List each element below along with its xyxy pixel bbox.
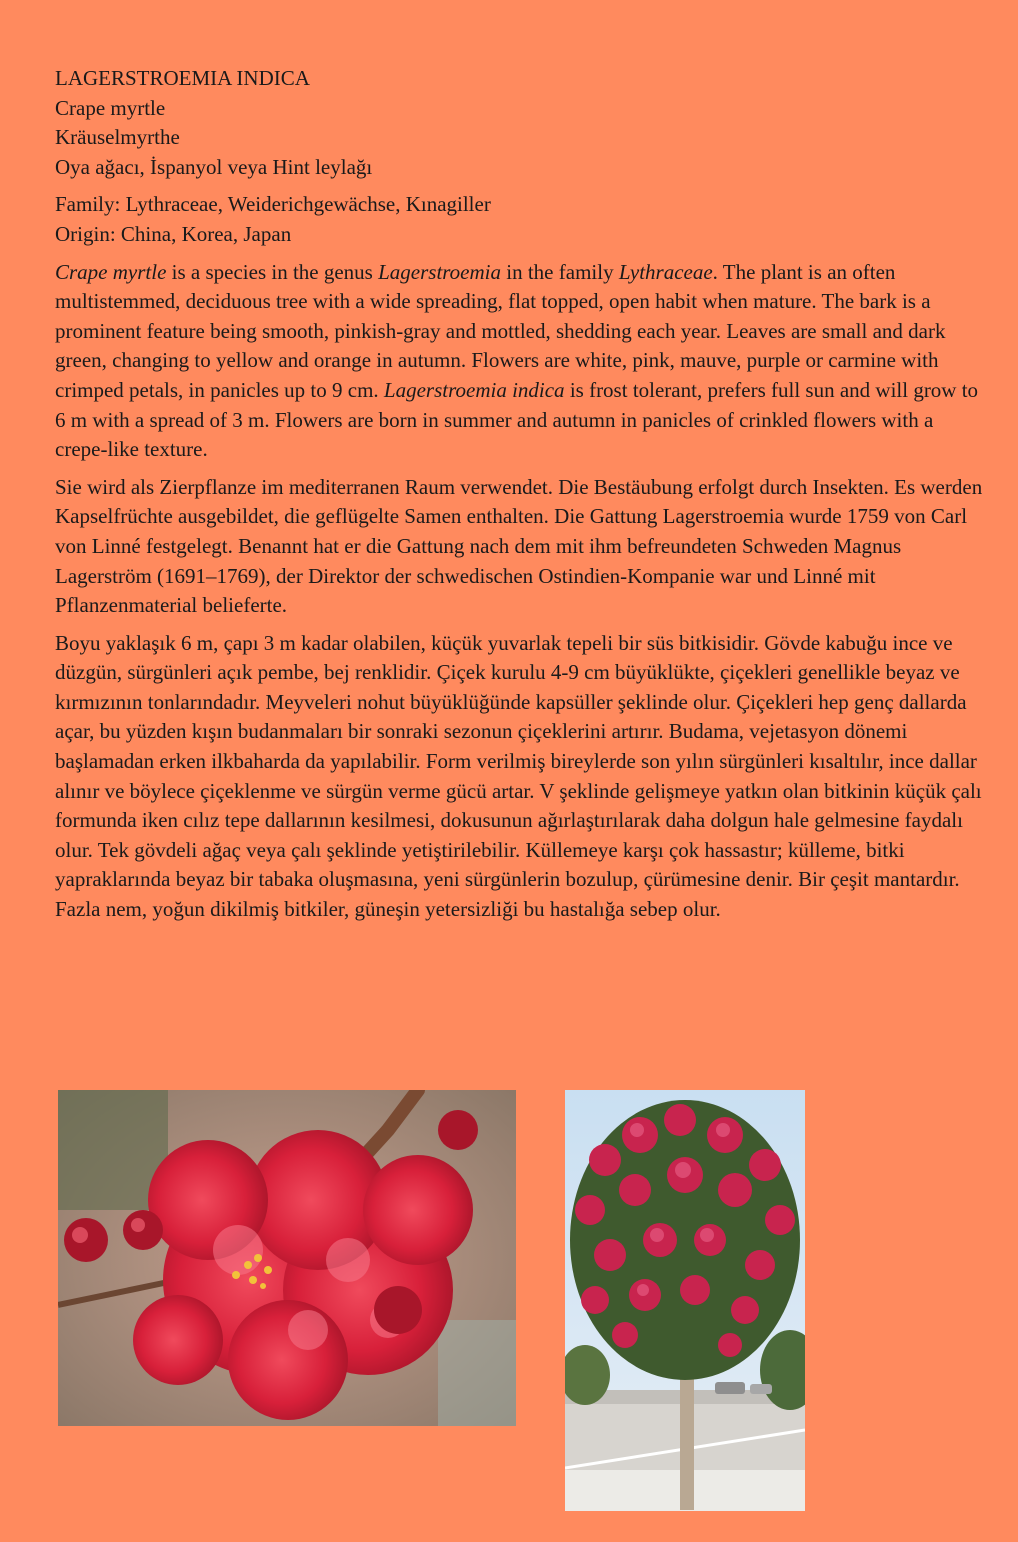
turkish-name: Oya ağacı, İspanyol veya Hint leylağı [55, 154, 373, 179]
english-name: Crape myrtle [55, 95, 166, 120]
tree-photo [565, 1090, 805, 1511]
italic-term: Lythraceae [618, 259, 713, 284]
flower-closeup-photo [58, 1090, 516, 1426]
names-block [55, 64, 990, 182]
german-name: Kräuselmyrthe [55, 125, 180, 150]
latin-name: LAGERSTROEMIA INDICA [55, 66, 310, 90]
german-paragraph: Sie wird als Zierpflanze im mediterranen Raum verwendet. Die Bestäubung erfolgt durch Insekten. Es werden Kapselfrüchte ausgebildet, die geflügelte Samen enthalten. Die Gattung Lagerstroemia wurde 1759 von Carl von Linné festgelegt. Benannt hat er die Gattung nach dem mit ihm befreundeten Schweden Magnus Lagerström (1691–1769), der Direktor der schwedischen Ostindien-Kompanie war und Linné mit Pflanzenmaterial belieferte. [55, 474, 983, 618]
paragraph-text: is frost tolerant, prefers full sun and will grow to 6 m with a spread of 3 m. Flowers are born in summer and autumn in panicles of crinkled flowers with a crepe-like texture. [55, 377, 979, 462]
meta-block [55, 190, 990, 249]
family-line: Family: Lythraceae, Weiderichgewächse, Kınagiller [55, 192, 491, 217]
paragraph-text: is a species in the genus [166, 259, 379, 284]
paragraph-text: . The plant is an often multistemmed, deciduous tree with a wide spreading, flat topped, open habit when mature. The bark is a prominent feature being smooth, pinkish-gray and mottled, shedding each year. Leaves are small and dark green, changing to yellow and orange in autumn. Flowers are white, pink, mauve, purple or carmine with crimped petals, in panicles up to 9 cm. [55, 259, 946, 402]
origin-line: Origin: China, Korea, Japan [55, 221, 292, 246]
italic-term: Lagerstroemia [378, 259, 502, 284]
turkish-paragraph: Boyu yaklaşık 6 m, çapı 3 m kadar olabilen, küçük yuvarlak tepeli bir süs bitkisidir. Gövde kabuğu ince ve düzgün, sürgünleri açık pembe, bej renklidir. Çiçek kurulu 4-9 cm büyüklükte, çiçekleri genellikle beyaz ve kırmızının tonlarındadır. Meyveleri nohut büyüklüğünde kapsüller şeklinde olur. Çiçekleri hep genç dallarda açar, bu yüzden kışın budanmaları bir sonraki sezonun çiçeklerini artırır. Budama, vejetasyon dönemi başlamadan erken ilkbaharda da yapılabilir. Form verilmiş bireylerde son yılın sürgünleri kısaltılır, ince dallar alınır ve böylece çiçeklenme ve sürgün verme gücü artar. V şeklinde gelişmeye yatkın olan bitkinin küçük çalı formunda iken cılız tepe dallarının kesilmesi, dokusunun ağırlaştırılarak daha dolgun hale gelmesine faydalı olur. Tek gövdeli ağaç veya çalı şeklinde yetiştirilebilir. Küllemeye karşı çok hassastır; külleme, bitki yapraklarında beyaz bir tabaka oluşmasına, yeni sürgünlerin bozulup, çürümesine denir. Bir çeşit mantardır. Fazla nem, yoğun dikilmiş bitkiler, güneşin yetersizliği bu hastalığa sebep olur. [55, 630, 982, 922]
italic-term: Lagerstroemia indica [383, 377, 565, 402]
text-content [55, 64, 990, 933]
italic-term: Crape myrtle [55, 259, 167, 284]
paragraph-text: in the family [501, 259, 619, 284]
english-paragraph [55, 258, 990, 465]
